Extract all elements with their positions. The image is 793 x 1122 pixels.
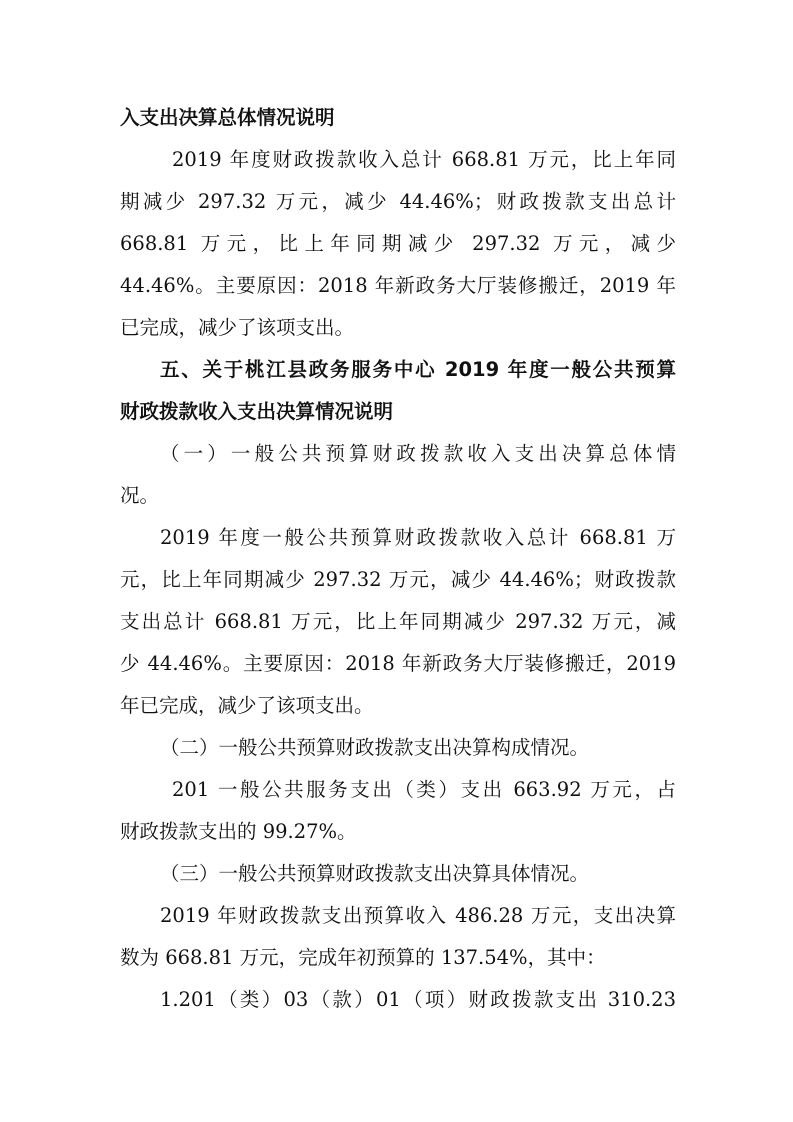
subsection-heading: （一）一般公共预算财政拨款收入支出决算总体情 [160, 442, 676, 465]
paragraph-line: 已完成，减少了该项支出。 [120, 316, 355, 339]
paragraph-line: 44.46%。主要原因：2018 年新政务大厅装修搬迁，2019 年 [120, 274, 676, 297]
paragraph-line: 支出总计 668.81 万元，比上年同期减少 297.32 万元，减 [120, 610, 676, 633]
subsection-heading: （三）一般公共预算财政拨款支出决算具体情况。 [160, 862, 590, 885]
paragraph-line: 2019 年度一般公共预算财政拨款收入总计 668.81 万 [160, 526, 676, 549]
paragraph-line: 元，比上年同期减少 297.32 万元，减少 44.46%；财政拨款 [120, 568, 676, 591]
subsection-heading: 况。 [120, 484, 160, 507]
paragraph-line: 1.201（类）03（款）01（项）财政拨款支出 310.23 [160, 988, 676, 1011]
paragraph-line: 668.81 万元，比上年同期减少 297.32 万元，减少 [120, 232, 676, 255]
paragraph-line: 期减少 297.32 万元，减少 44.46%；财政拨款支出总计 [120, 190, 676, 213]
paragraph-line: 2019 年度财政拨款收入总计 668.81 万元，比上年同 [172, 148, 676, 171]
section-heading: 五、关于桃江县政务服务中心 2019 年度一般公共预算 [160, 358, 676, 381]
paragraph-line: 少 44.46%。主要原因：2018 年新政务大厅装修搬迁，2019 [120, 652, 676, 675]
paragraph-line: 年已完成，减少了该项支出。 [120, 694, 374, 717]
paragraph-line: 数为 668.81 万元，完成年初预算的 137.54%，其中： [120, 946, 606, 969]
section-heading: 财政拨款收入支出决算情况说明 [120, 400, 394, 423]
section-heading-continuation: 入支出决算总体情况说明 [120, 106, 335, 129]
paragraph-line: 201 一般公共服务支出（类）支出 663.92 万元，占 [172, 778, 676, 801]
paragraph-line: 2019 年财政拨款支出预算收入 486.28 万元，支出决算 [160, 904, 676, 927]
paragraph-line: 财政拨款支出的 99.27%。 [120, 820, 357, 843]
subsection-heading: （二）一般公共预算财政拨款支出决算构成情况。 [160, 736, 590, 759]
